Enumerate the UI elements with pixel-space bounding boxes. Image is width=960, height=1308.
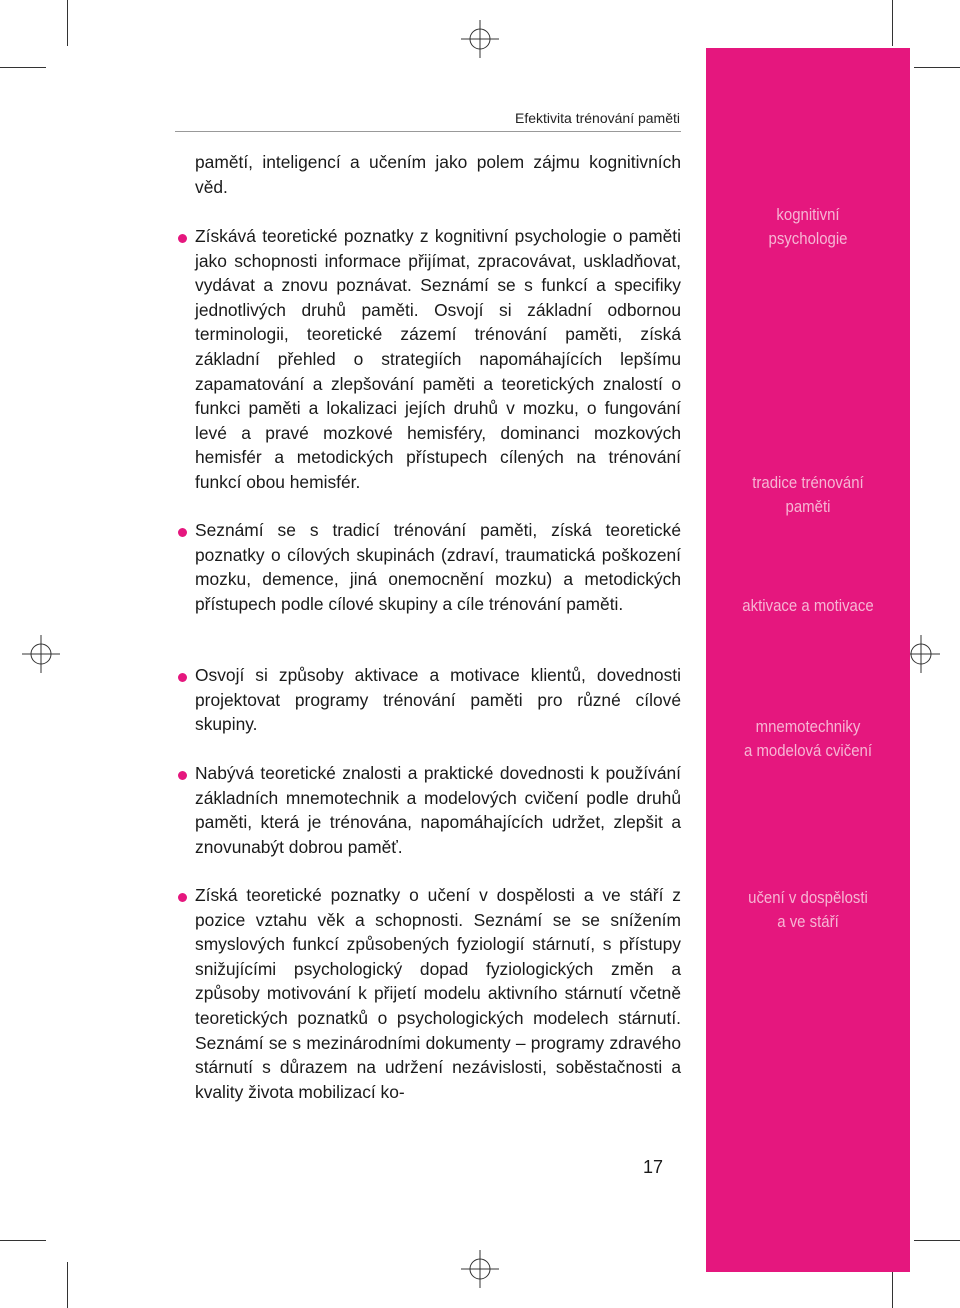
bullet-icon [178,528,187,537]
list-item-text: Nabývá teoretické znalosti a praktické dovednosti k používání základních mnemotechnik a modelových cvičení podle druhů paměti, která je trénována, napomáhajících udržet, zlepšit a znovunabýt dobrou paměť. [195,763,681,857]
page-number: 17 [643,1157,664,1177]
margin-note: a modelová cvičení [743,741,873,760]
crop-mark-top-left-h [0,67,46,68]
bullet-icon [178,234,187,243]
margin-note: a ve stáří [777,912,839,931]
margin-note: tradice trénování [752,473,864,492]
margin-sidebar [706,48,910,1272]
crop-mark-top-left-v [67,0,68,46]
margin-note: učení v dospělosti [748,888,868,907]
running-title: Efektivita trénování paměti [515,110,680,126]
crop-mark-bottom-left-v [67,1262,68,1308]
list-item [195,224,681,495]
crop-mark-bottom-right-h [914,1240,960,1241]
registration-mark-bottom-icon [461,1250,499,1288]
list-item-text: Seznámí se s tradicí trénování paměti, získá teoretické poznatky o cílových skupinách (zdraví, traumatická poškození mozku, demence, jiná onemocnění mozku) a metodických přístupech podle cílové skupiny a cíle trénování paměti. [195,520,681,614]
registration-mark-top-icon [461,20,499,58]
list-item-text: Získává teoretické poznatky z kognitivní psychologie o paměti jako schopnosti informace přijímat, zpracovávat, uskladňovat, vydávat a znovu poznávat. Seznámí se s funkcí a specifiky jednotlivých druhů paměti. Osvojí si základní odbornou terminologii, teoretické zázemí trénování paměti, získá základní přehled o strategiích napomáhajících lepšímu zapamatování a zlepšování paměti a teoretických znalostí o funkci paměti a lokalizaci jejích druhů v mozku, o fungování levé a pravé mozkové hemisféry, dominanci mozkových hemisfér a metodických přístupech cílených na trénování funkcí obou hemisfér. [195,226,681,492]
registration-mark-left-icon [22,635,60,673]
paragraph-text: pamětí, inteligencí a učením jako polem zájmu kognitivních věd. [195,152,681,197]
list-item-text: Osvojí si způsoby aktivace a motivace klientů, dovednosti projektovat programy trénování paměti pro různé cílové skupiny. [195,665,681,735]
list-item [195,663,681,737]
header-rule [175,131,681,132]
crop-mark-top-right-h [914,67,960,68]
bullet-icon [178,673,187,682]
list-item [195,883,681,1104]
margin-note: kognitivní [776,205,840,224]
bullet-icon [178,771,187,780]
crop-mark-bottom-left-h [0,1240,46,1241]
list-item [195,518,681,616]
list-item [195,761,681,859]
margin-note: mnemotechniky [755,717,861,736]
margin-note: paměti [785,497,831,516]
crop-mark-top-right-v [892,0,893,46]
bullet-icon [178,893,187,902]
intro-paragraph [195,150,681,199]
list-item-text: Získá teoretické poznatky o učení v dospělosti a ve stáří z pozice vztahu věk a schopnosti. Seznámí se se snížením smyslových funkcí způsobených fyziologií stárnutí, s přístupy snižujícími psychologický dopad fyziologických změn a způsoby motivování k přijetí modelu aktivního stárnutí včetně teoretických poznatků o psychologických modelech stárnutí. Seznámí se s mezinárodními dokumenty – programy zdravého stárnutí s důrazem na udržení nezávislosti, soběstačnosti a kvality života mobilizací ko- [195,885,681,1102]
margin-note: psychologie [768,229,848,248]
margin-note: aktivace a motivace [742,596,874,615]
